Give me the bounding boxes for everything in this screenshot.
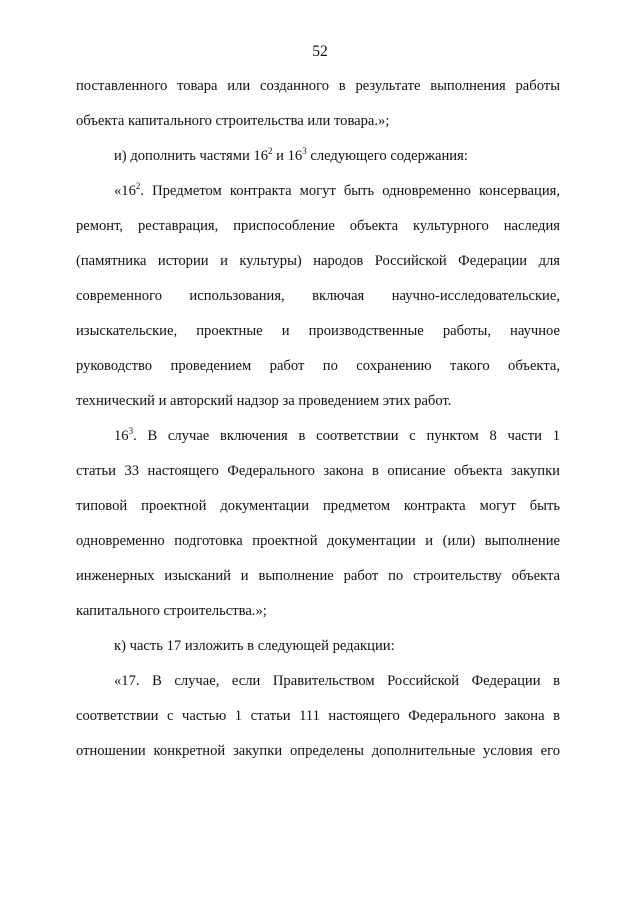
paragraph-17-start: «17. В случае, если Правительством Российской Федерации в [114, 673, 560, 689]
text-span: . В случае включения в соответствии с пунктом 8 части 1 [133, 428, 560, 444]
text-span: . Предметом контракта могут быть одновременно консервация, [140, 183, 560, 199]
page-number: 52 [312, 43, 328, 60]
text-span: 16 [114, 428, 129, 444]
text-line: соответствии с частью 1 статьи 111 настоящего Федерального закона в [76, 708, 560, 724]
superscript: 2 [135, 181, 141, 191]
text-line: капитального строительства.»; [76, 603, 267, 619]
text-span: «16 [114, 183, 136, 199]
text-line: руководство проведением работ по сохранению такого объекта, [76, 358, 560, 374]
text-span: следующего содержания: [306, 148, 468, 164]
text-line: (памятника истории и культуры) народов Российской Федерации для [76, 253, 560, 269]
text-line: статьи 33 настоящего Федерального закона в описание объекта закупки [76, 463, 560, 479]
text-line: современного использования, включая научно-исследовательские, [76, 288, 560, 304]
list-item-k: к) часть 17 изложить в следующей редакции: [114, 638, 395, 654]
text-line: отношении конкретной закупки определены дополнительные условия его [76, 743, 560, 759]
text-span: и) дополнить частями 16 [114, 148, 269, 164]
superscript: 3 [128, 426, 134, 436]
paragraph-16-3-start [114, 426, 560, 446]
text-line: типовой проектной документации предметом контракта могут быть [76, 498, 560, 514]
superscript: 3 [302, 146, 307, 156]
text-line: поставленного товара или созданного в результате выполнения работы [76, 78, 560, 94]
text-line: инженерных изысканий и выполнение работ по строительству объекта [76, 568, 560, 584]
list-item-i [114, 146, 560, 166]
text-line: одновременно подготовка проектной документации и (или) выполнение [76, 533, 560, 549]
text-line: технический и авторский надзор за проведением этих работ. [76, 393, 452, 409]
text-span: и 16 [272, 148, 303, 164]
text-line: изыскательские, проектные и производственные работы, научное [76, 323, 560, 339]
superscript: 2 [268, 146, 273, 156]
text-line: объекта капитального строительства или товара.»; [76, 113, 390, 129]
text-line: ремонт, реставрация, приспособление объекта культурного наследия [76, 218, 560, 234]
paragraph-16-2-start [114, 181, 560, 201]
